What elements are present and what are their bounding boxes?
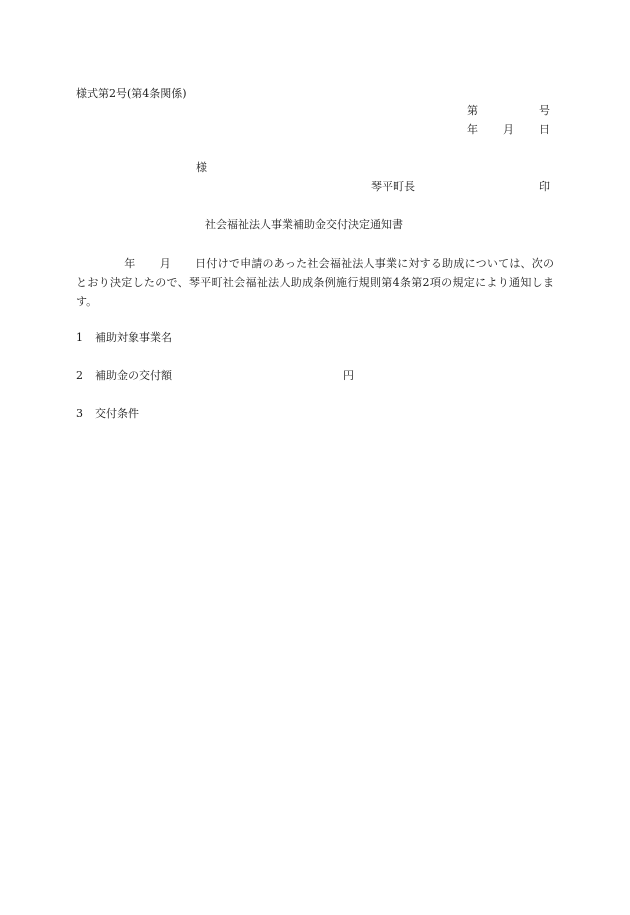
document-title: 社会福祉法人事業補助金交付決定通知書 xyxy=(205,218,403,231)
item-2-label: 補助金の交付額 xyxy=(95,369,172,382)
item-1-label: 補助対象事業名 xyxy=(95,331,172,344)
date-year: 年 xyxy=(467,123,478,136)
form-label: 様式第2号(第4条関係) xyxy=(76,87,187,100)
item-3-number: 3 xyxy=(76,407,83,420)
addressee: 様 xyxy=(196,161,207,174)
body-year: 年 xyxy=(124,257,136,270)
date-day: 日 xyxy=(539,123,550,136)
body-text: 日付けで申請のあった社会福祉法人事業に対する助成については、次のとおり決定したので、琴平町社会福祉法人助成条例施行規則第4条第2項の規定により通知します。 xyxy=(76,257,555,308)
sender-seal: 印 xyxy=(539,180,550,193)
sender-title: 琴平町長 xyxy=(371,180,415,193)
item-1-number: 1 xyxy=(76,331,83,344)
date-month: 月 xyxy=(503,123,514,136)
number-prefix: 第 xyxy=(467,104,478,117)
item-2-value: 円 xyxy=(343,369,354,382)
body-paragraph xyxy=(76,254,554,311)
body-month: 月 xyxy=(159,257,171,270)
item-3-label: 交付条件 xyxy=(95,407,139,420)
item-2-number: 2 xyxy=(76,369,83,382)
number-suffix: 号 xyxy=(539,104,550,117)
